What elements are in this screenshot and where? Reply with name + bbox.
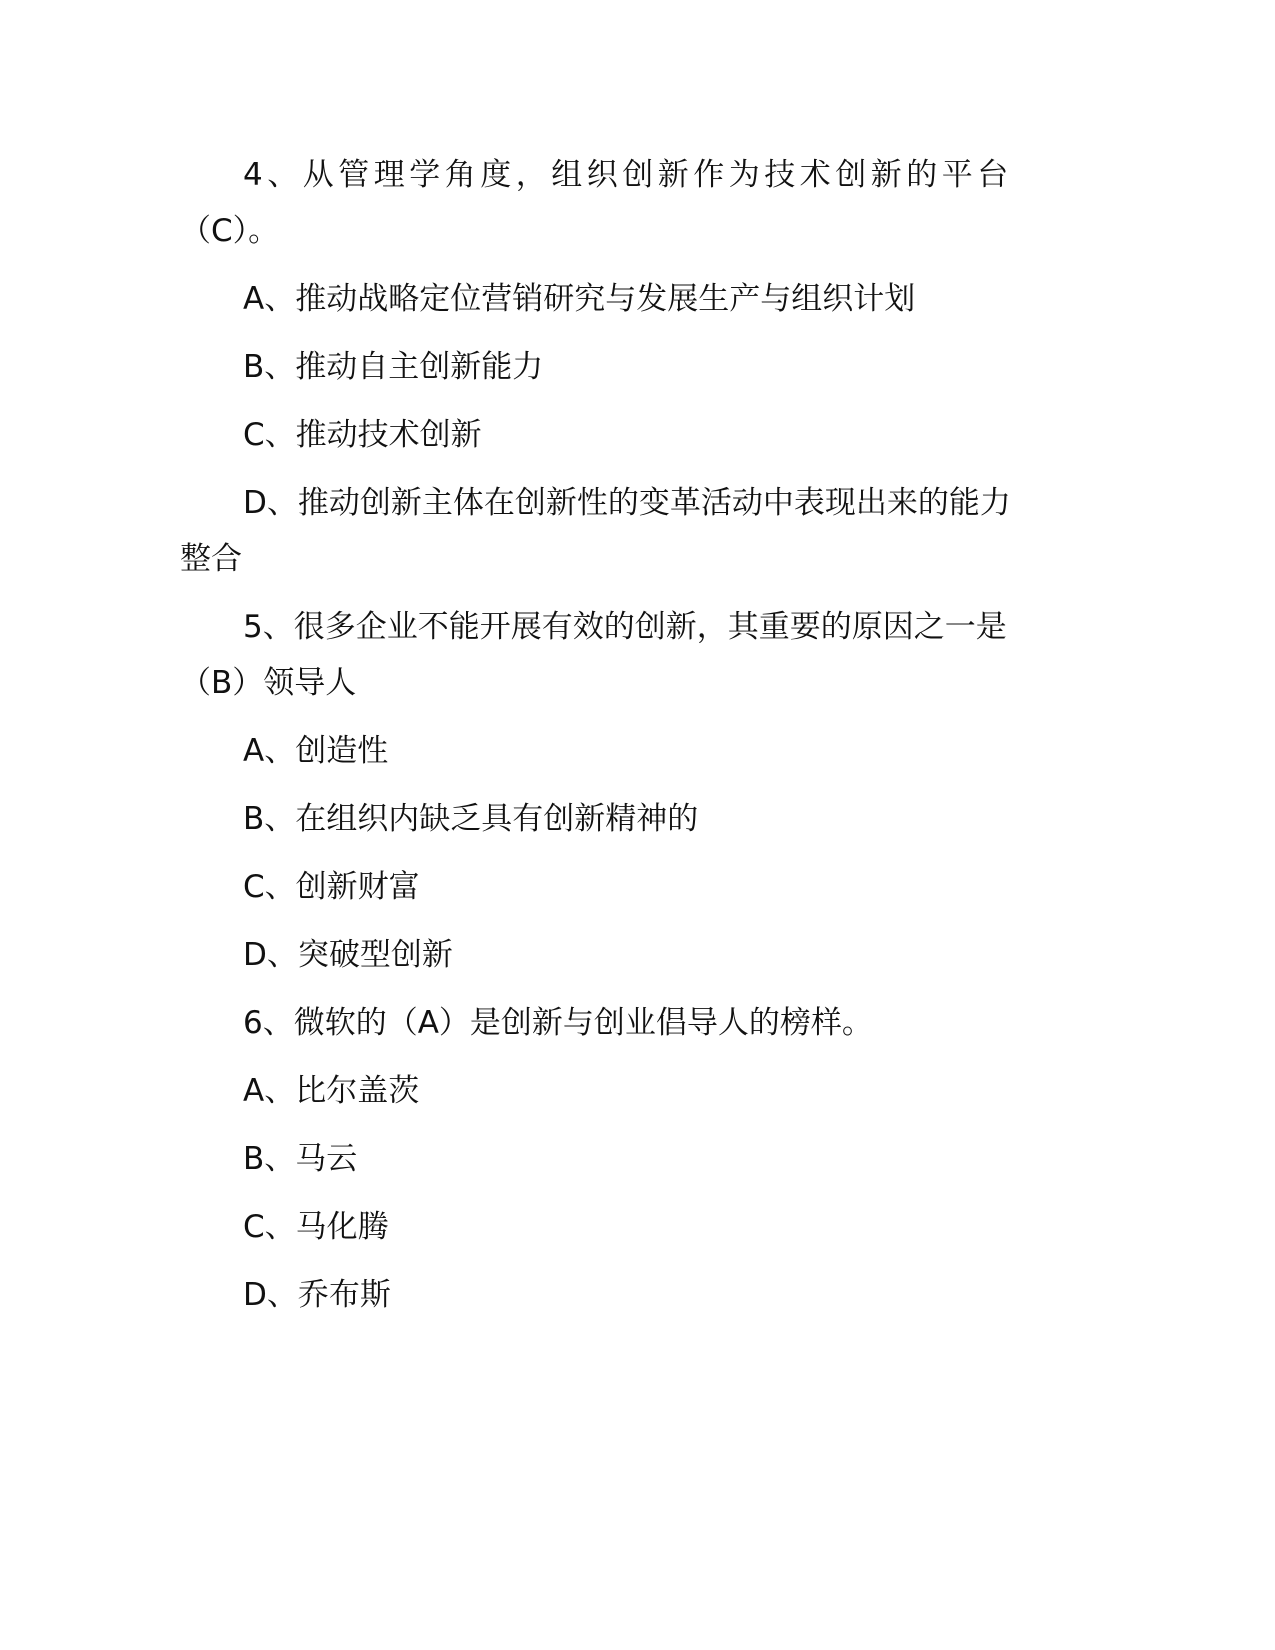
option-d: D、乔布斯 (243, 1277, 391, 1313)
option-a: A、创造性 (243, 733, 389, 769)
question-stem: 6、微软的（A）是创新与创业倡导人的榜样。 (243, 1005, 873, 1041)
option-c: C、马化腾 (243, 1209, 389, 1245)
option-b: B、推动自主创新能力 (243, 349, 544, 385)
question-stem: 4、从管理学角度，组织创新作为技术创新的平台 (243, 157, 1013, 193)
question-stem: 5、很多企业不能开展有效的创新，其重要的原因之一是 (243, 609, 1007, 645)
question-stem-continuation: （B）领导人 (180, 665, 357, 701)
option-b: B、在组织内缺乏具有创新精神的 (243, 801, 699, 837)
option-d: D、推动创新主体在创新性的变革活动中表现出来的能力整合 (180, 485, 1011, 577)
option-b: B、马云 (243, 1141, 358, 1177)
question-stem-continuation: （C）。 (180, 213, 280, 249)
question-list (180, 147, 1040, 1323)
question-6 (180, 995, 1040, 1323)
option-c: C、推动技术创新 (243, 417, 482, 453)
option-a: A、比尔盖茨 (243, 1073, 420, 1109)
question-5 (180, 599, 1040, 983)
option-d: D、突破型创新 (243, 937, 453, 973)
option-c: C、创新财富 (243, 869, 420, 905)
option-a: A、推动战略定位营销研究与发展生产与组织计划 (243, 281, 916, 317)
question-4 (180, 147, 1040, 587)
